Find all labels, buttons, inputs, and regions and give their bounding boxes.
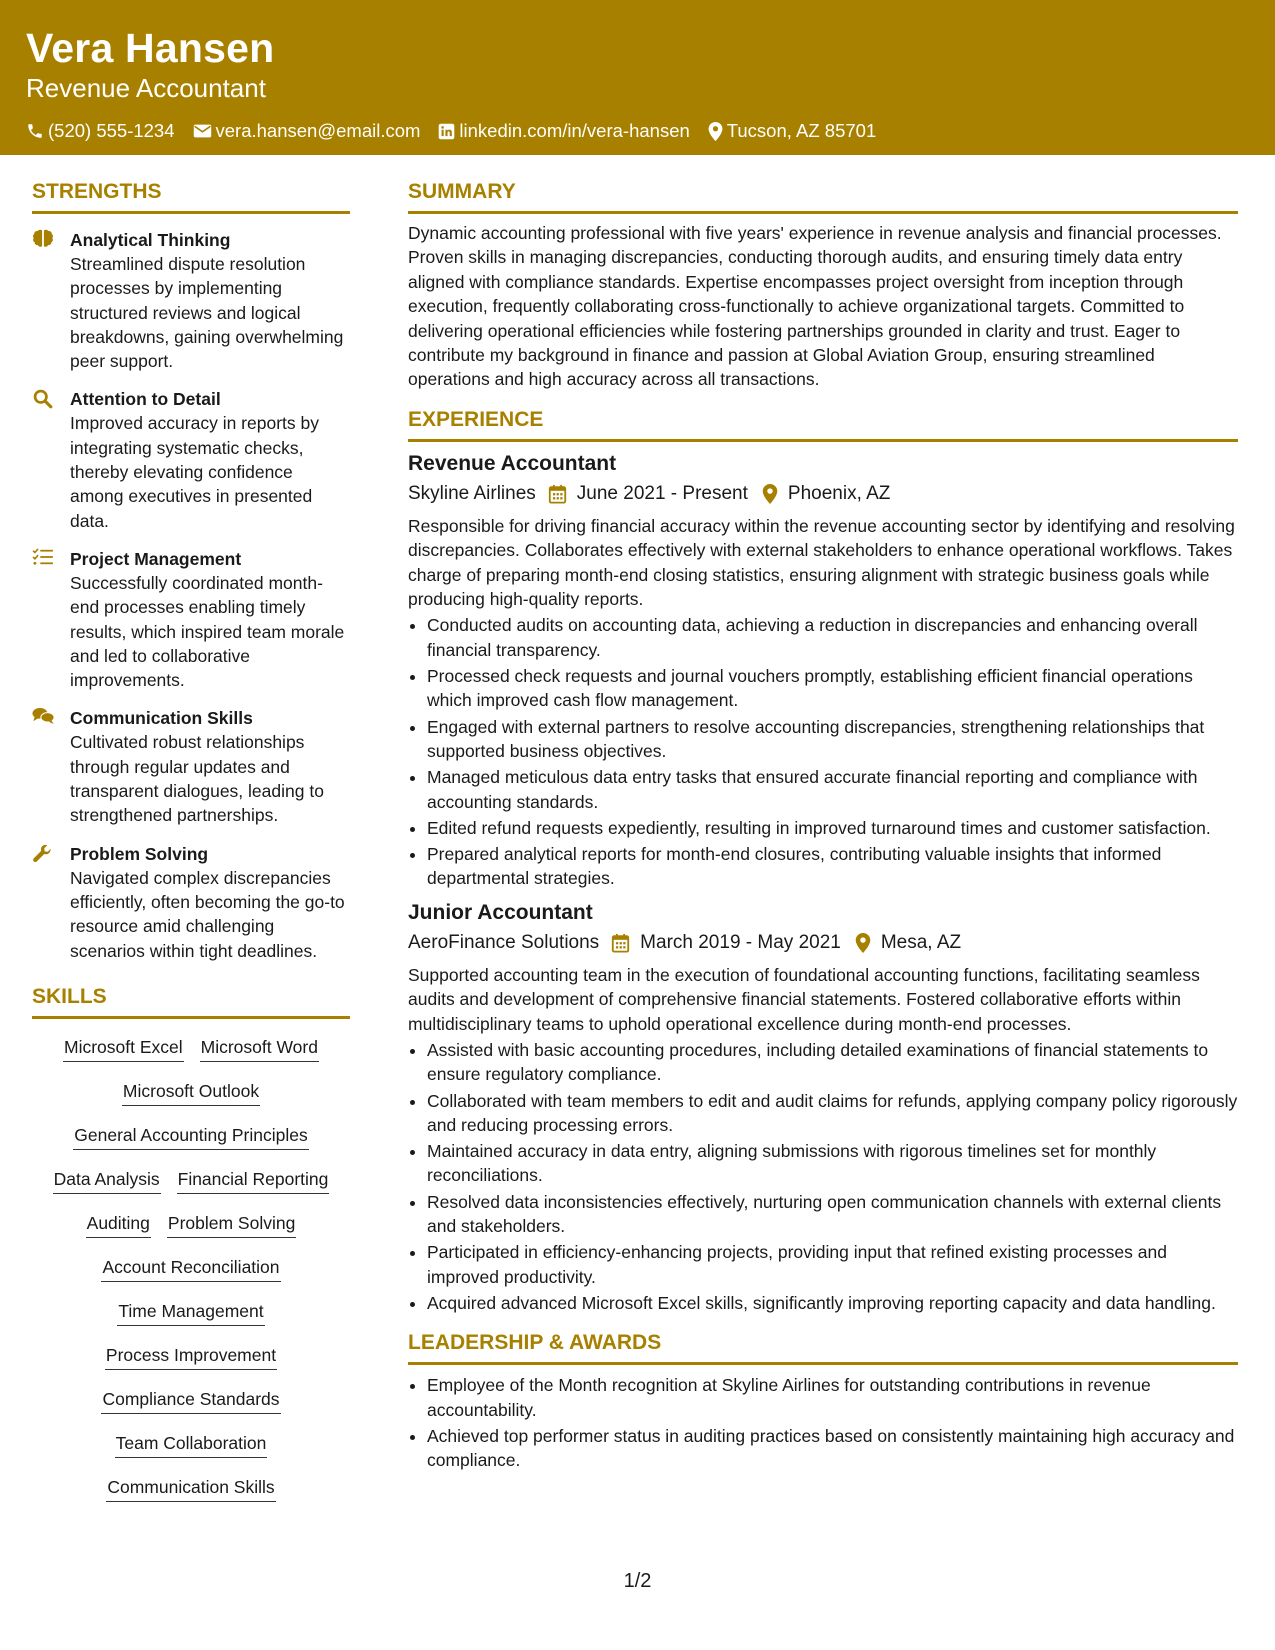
- skill-tag: Communication Skills: [106, 1475, 275, 1502]
- strength-item: [32, 706, 350, 827]
- section-divider: [32, 211, 350, 214]
- skill-tag: Microsoft Excel: [63, 1035, 184, 1062]
- candidate-name: Vera Hansen: [26, 25, 275, 71]
- brain-icon: [32, 229, 54, 249]
- candidate-role: Revenue Accountant: [26, 73, 266, 103]
- linkedin-icon: [438, 123, 455, 140]
- strength-title: Problem Solving: [70, 843, 209, 864]
- skill-tag: Team Collaboration: [115, 1431, 268, 1458]
- strength-title: Project Management: [70, 548, 242, 569]
- job-company: Skyline Airlines: [408, 482, 536, 504]
- right-column: [408, 178, 1238, 1474]
- strength-title: Attention to Detail: [70, 389, 221, 410]
- contact-linkedin[interactable]: [438, 120, 689, 142]
- experience-section: [408, 406, 1238, 1315]
- map-pin-icon: [708, 122, 723, 141]
- resume-header: [0, 0, 1275, 155]
- skill-tag: Microsoft Word: [200, 1035, 319, 1062]
- job-bullet: • Collaborated with team members to edit and audit claims for refunds, applying company policy rigorously and reducing processing errors.: [427, 1089, 1238, 1138]
- job-bullet: • Managed meticulous data entry tasks that ensured accurate financial reporting and compliance with accounting standards.: [427, 765, 1238, 814]
- awards-list: [408, 1373, 1238, 1472]
- skill-tag: Process Improvement: [105, 1343, 277, 1370]
- strength-desc: Streamlined dispute resolution processes by implementing structured reviews and logical breakdowns, gaining overwhelming peer support.: [70, 254, 344, 372]
- skill-tag: Compliance Standards: [101, 1387, 280, 1414]
- skill-tag: Financial Reporting: [177, 1167, 330, 1194]
- job-title: Revenue Accountant: [408, 451, 617, 475]
- job-meta: [408, 930, 1238, 956]
- job-dates: June 2021 - Present: [576, 482, 748, 504]
- section-divider: [408, 1362, 1238, 1365]
- job-dates: March 2019 - May 2021: [640, 931, 841, 953]
- checklist-icon: [32, 548, 54, 566]
- strength-desc: Cultivated robust relationships through regular updates and transparent dialogues, leading to strengthened partnerships.: [70, 732, 324, 826]
- job-location-wrap: [762, 481, 890, 507]
- skill-tag: Data Analysis: [53, 1167, 161, 1194]
- job-bullets: [408, 1038, 1238, 1315]
- summary-heading: SUMMARY: [408, 180, 516, 203]
- contact-phone: [26, 120, 175, 142]
- awards-section: [408, 1329, 1238, 1472]
- linkedin-text: linkedin.com/in/vera-hansen: [459, 120, 690, 141]
- contact-email[interactable]: [193, 120, 421, 142]
- job-bullet: • Processed check requests and journal vouchers promptly, establishing efficient financial operations which improved cash flow management.: [427, 664, 1238, 713]
- skill-tag: Auditing: [86, 1211, 151, 1238]
- section-divider: [408, 211, 1238, 214]
- strength-desc: Improved accuracy in reports by integrating systematic checks, thereby elevating confidence among executives in presented data.: [70, 413, 319, 531]
- email-text: vera.hansen@email.com: [215, 120, 421, 141]
- phone-icon: [26, 122, 44, 140]
- job-bullet: • Assisted with basic accounting procedures, including detailed examinations of financial statements to ensure regulatory compliance.: [427, 1038, 1238, 1087]
- skill-tag: Microsoft Outlook: [122, 1079, 260, 1106]
- job-meta: [408, 481, 1238, 507]
- job-location: Phoenix, AZ: [787, 482, 891, 504]
- summary-section: [408, 178, 1238, 392]
- strength-item: [32, 547, 350, 692]
- summary-text: Dynamic accounting professional with five years' experience in revenue analysis and financial processes. Proven skills in managing discrepancies, conducting thorough audits, and ensuring timely data entry aligned with compliance standards. Expertise encompasses project oversight from inception through execution, frequently collaborating cross-functionally to achieve organizational targets. Committed to delivering operational efficiencies while fostering partnerships grounded in clarity and trust. Eager to contribute my background in finance and passion at Global Aviation Group, ensuring streamlined operations and high accuracy across all transactions.: [408, 223, 1222, 390]
- job-dates-wrap: [548, 481, 748, 507]
- strength-title: Communication Skills: [70, 708, 253, 729]
- skill-tag: Problem Solving: [167, 1211, 296, 1238]
- skill-tag: Account Reconciliation: [101, 1255, 280, 1282]
- awards-heading: LEADERSHIP & AWARDS: [408, 1331, 662, 1355]
- experience-heading: EXPERIENCE: [408, 407, 544, 431]
- section-divider: [32, 1016, 350, 1019]
- chat-bubbles-icon: [32, 707, 55, 725]
- strengths-section: [32, 178, 350, 963]
- strengths-heading: STRENGTHS: [32, 180, 162, 203]
- skill-tag: General Accounting Principles: [73, 1123, 308, 1150]
- map-pin-icon: [855, 933, 871, 953]
- contact-location: [708, 120, 876, 142]
- job-bullet: • Prepared analytical reports for month-end closures, contributing valuable insights that informed departmental strategies.: [427, 842, 1238, 891]
- contact-bar: [26, 120, 1249, 142]
- wrench-icon: [32, 843, 53, 864]
- skills-section: [32, 983, 350, 1513]
- job-bullet: • Maintained accuracy in data entry, aligning submissions with rigorous timelines set for monthly reconciliations.: [427, 1139, 1238, 1188]
- strength-desc: Successfully coordinated month-end processes enabling timely results, which inspired team morale and led to collaborative improvements.: [70, 572, 345, 691]
- job-title: Junior Accountant: [408, 900, 593, 924]
- phone-text: (520) 555-1234: [48, 120, 175, 141]
- job-location-wrap: [855, 930, 961, 956]
- left-column: [32, 178, 350, 1513]
- skill-tag: Time Management: [117, 1299, 264, 1326]
- strength-item: [32, 228, 350, 373]
- job-company: AeroFinance Solutions: [408, 931, 600, 953]
- award-item: • Achieved top performer status in auditing practices based on consistently maintaining high accuracy and compliance.: [427, 1424, 1238, 1473]
- strength-title: Analytical Thinking: [70, 230, 231, 250]
- magnifier-icon: [32, 388, 53, 409]
- job-bullet: • Edited refund requests expediently, resulting in improved turnaround times and customer satisfaction.: [427, 816, 1238, 840]
- job-bullets: [408, 613, 1238, 890]
- section-divider: [408, 439, 1238, 442]
- calendar-icon: [611, 933, 630, 953]
- job-bullet: • Acquired advanced Microsoft Excel skills, significantly improving reporting capacity and data handling.: [427, 1291, 1238, 1315]
- job-dates-wrap: [611, 930, 841, 956]
- job-bullet: • Engaged with external partners to resolve accounting discrepancies, strengthening relationships that supported business objectives.: [427, 715, 1238, 764]
- skills-heading: SKILLS: [32, 984, 107, 1008]
- job-entry: [408, 899, 1238, 1315]
- calendar-icon: [548, 484, 567, 504]
- map-pin-icon: [762, 484, 778, 504]
- job-bullet: • Participated in efficiency-enhancing projects, providing input that refined existing processes and improved productivity.: [427, 1240, 1238, 1289]
- skills-list: [32, 1029, 350, 1513]
- job-location: Mesa, AZ: [880, 931, 962, 953]
- job-bullet: • Resolved data inconsistencies effectively, nurturing open communication channels with external clients and stakeholders.: [427, 1190, 1238, 1239]
- award-item: • Employee of the Month recognition at Skyline Airlines for outstanding contributions in revenue accountability.: [427, 1373, 1238, 1422]
- job-description: Responsible for driving financial accuracy within the revenue accounting sector by identifying and resolving discrepancies. Collaborates effectively with external stakeholders to enhance operational workflows. Takes charge of preparing month-end closing statistics, ensuring alignment with strategic business goals while producing high-quality reports.: [408, 515, 1235, 610]
- strength-item: [32, 387, 350, 532]
- location-text: Tucson, AZ 85701: [726, 120, 877, 141]
- envelope-icon: [193, 123, 212, 139]
- job-description: Supported accounting team in the execution of foundational accounting functions, facilitating seamless audits and development of comprehensive financial statements. Fostered collaborative efforts within multidisciplinary teams to uphold operational excellence during month-end processes.: [408, 964, 1200, 1034]
- page-number: 1/2: [623, 1570, 652, 1592]
- job-bullet: • Conducted audits on accounting data, achieving a reduction in discrepancies and enhancing overall financial transparency.: [427, 613, 1238, 662]
- strength-item: [32, 842, 350, 963]
- strength-desc: Navigated complex discrepancies efficiently, often becoming the go-to resource amid challenging scenarios within tight deadlines.: [70, 867, 345, 961]
- job-entry: [408, 450, 1238, 891]
